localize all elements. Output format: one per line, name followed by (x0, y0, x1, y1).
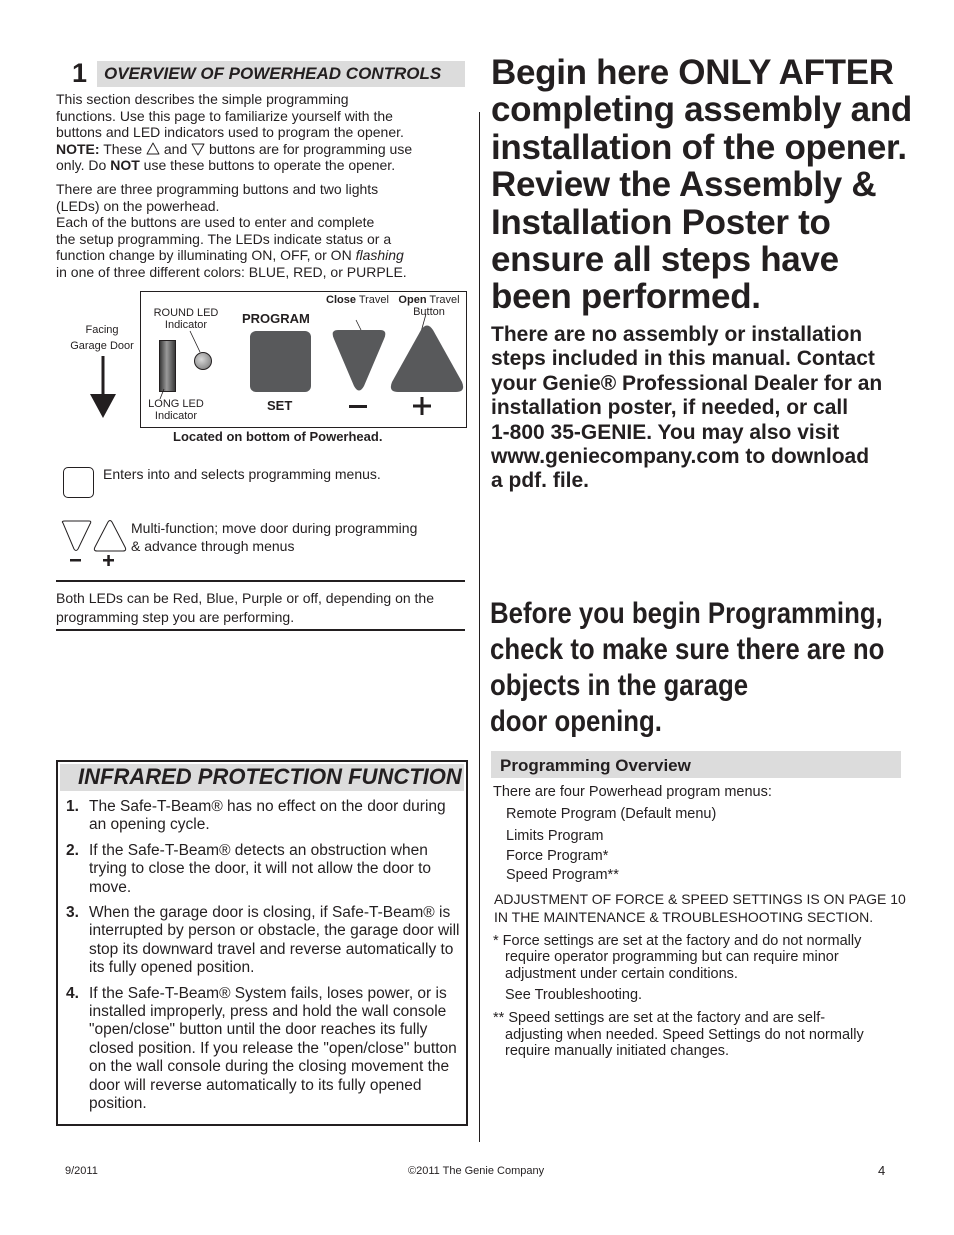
open-travel-label: Open Travel Button (398, 294, 460, 318)
section-number: 1 (72, 58, 88, 88)
menu-item: Force Program* (506, 848, 609, 864)
infrared-item: 4. If the Safe-T-Beam® System fails, loses power, or is installed improperly, press and hold the wall console "open/close" button until the door reaches its fully closed position. If you release the "open/close" button on the wall console during the closing movement the door will reverse automatically to its fully opened position. (66, 984, 457, 1113)
long-led-label: LONG LED Indicator (148, 398, 204, 422)
infrared-item: 1. The Safe-T-Beam® has no effect on the door during an opening cycle. (66, 798, 446, 834)
intro-paragraph: This section describes the simple programming functions. Use this page to familiarize yourself with the buttons and LED indicators used to program the opener. NOTE: These and buttons are for programming use only. Do NOT use these buttons to operate the opener. (56, 91, 466, 174)
infrared-item: 2. If the Safe-T-Beam® detects an obstruction when trying to close the door, it will not allow the door to move. (66, 841, 432, 896)
before-programming-heading: Before you begin Programming, check to make sure there are no objects in the garage door opening. (490, 597, 885, 738)
square-button-description: Enters into and selects programming menus. (103, 466, 381, 482)
note-line: NOTE: These and buttons are for programming use (56, 140, 413, 157)
triangle-down-icon (191, 143, 205, 156)
infrared-list (66, 798, 462, 1121)
infrared-title: INFRARED PROTECTION FUNCTION (78, 764, 462, 789)
led-leader-lines (150, 325, 220, 405)
arrow-buttons-icon (60, 520, 128, 570)
program-menus-intro: There are four Powerhead program menus: (493, 784, 772, 800)
program-label: PROGRAM (242, 311, 310, 326)
close-travel-label: Close Travel (326, 294, 389, 306)
arrow-buttons-description: Multi-function; move door during programming & advance through menus (131, 520, 418, 554)
plus-icon (413, 397, 431, 415)
speed-footnote: ** Speed settings are set at the factory and are self- adjusting when needed. Speed Settings do not normally require manually initiated changes. (493, 1010, 864, 1059)
location-caption: Located on bottom of Powerhead. (173, 429, 383, 444)
facing-label: Facing Garage Door (70, 324, 134, 352)
triangle-up-icon (146, 142, 160, 155)
installation-note: There are no assembly or installation steps included in this manual. Contact your Genie® Professional Dealer for an installation poster, if needed, or call 1-800 35-GENIE. You may also visit www.geniecompany.com to download a pdf. file. (491, 323, 883, 493)
square-button-icon (63, 467, 94, 498)
leds-color-note: Both LEDs can be Red, Blue, Purple or off, depending on the programming step you are performing. (56, 590, 434, 625)
divider-top (56, 580, 465, 582)
main-heading: Begin here ONLY AFTER completing assembly and installation of the opener. Review the Assembly & Installation Poster to ensure all steps have been performed. (491, 53, 912, 317)
menu-item: Speed Program** (506, 867, 619, 883)
page-number: 4 (878, 1163, 886, 1178)
open-travel-button[interactable] (388, 306, 468, 396)
menu-item: Remote Program (Default menu) (506, 806, 717, 822)
arrow-down-icon (88, 356, 118, 420)
force-footnote: * Force settings are set at the factory and do not normally require operator programming but can require minor adjustment under certain conditions. See Troubleshooting. (493, 933, 862, 1003)
footer-date: 9/2011 (65, 1165, 98, 1177)
footer-copyright: ©2011 The Genie Company (408, 1165, 545, 1177)
adjustment-note: ADJUSTMENT OF FORCE & SPEED SETTINGS IS ON PAGE 10 IN THE MAINTENANCE & TROUBLESHOOTING SECTION. (494, 891, 906, 925)
programming-overview-title: Programming Overview (500, 756, 691, 775)
set-label: SET (267, 398, 293, 413)
infrared-item: 3. When the garage door is closing, if Safe-T-Beam® is interrupted by person or obstacle, the garage door will stop its downward travel and reverse automatically to its fully opened position. (66, 904, 460, 977)
round-led-label: ROUND LED Indicator (153, 307, 219, 331)
leds-paragraph: There are three programming buttons and two lights (LEDs) on the powerhead. Each of the buttons are used to enter and complete the setup programming. The LEDs indicate status or a function change by illuminating ON, OFF, or ON flashing in one of three different colors: BLUE, RED, or PURPLE. (56, 181, 407, 280)
minus-icon (349, 402, 367, 412)
close-travel-button[interactable] (326, 318, 392, 398)
column-divider (479, 112, 480, 1142)
menu-item: Limits Program (506, 828, 604, 844)
program-set-button[interactable] (250, 331, 311, 392)
section-title: OVERVIEW OF POWERHEAD CONTROLS (104, 64, 442, 83)
divider-bottom (56, 629, 465, 631)
